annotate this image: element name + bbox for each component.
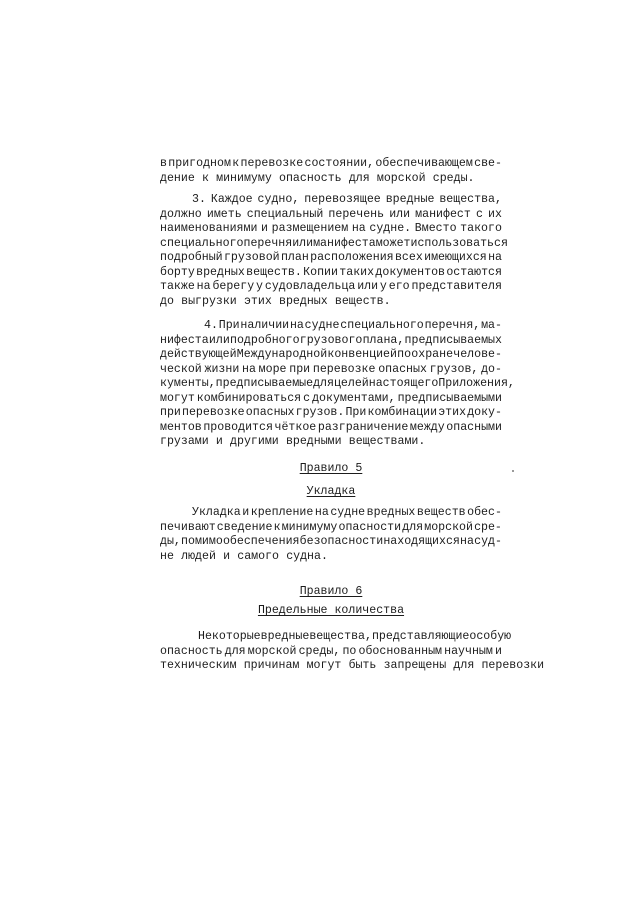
- rule-6-title: [160, 604, 502, 618]
- rule-6-title-text: Предельные количества: [257, 604, 405, 617]
- scan-speck: [512, 470, 514, 472]
- text-line: ды, помимо обеспечения безопасности находящихся на суд-: [160, 535, 502, 548]
- text-line: борту вредных веществ. Копии таких документов остаются: [160, 265, 502, 279]
- rule-5-title-text: Укладка: [306, 485, 356, 498]
- text-line: кументы, предписываемые для целей настоящего Приложения,: [160, 377, 515, 390]
- rule-6-number: [160, 585, 502, 599]
- text-line: 4. При наличии на судне специального перечня, ма-: [204, 319, 502, 332]
- text-line: дение к минимуму опасность для морской среды.: [160, 171, 475, 185]
- rule-5-title: [160, 485, 502, 499]
- text-line: Некоторые вредные вещества, представляющие особую: [198, 630, 512, 643]
- text-line: специального перечня или манифеста может использоваться: [160, 236, 508, 250]
- text-line: подробный грузовой план расположения всех имеющихся на: [160, 251, 502, 264]
- text-line: ческой жизни на море при перевозке опасных грузов, до-: [160, 362, 502, 376]
- text-line: также на берегу у судовладельца или у его представителя: [160, 280, 502, 293]
- text-line: печивают сведение к минимуму опасности для морской сре-: [160, 520, 502, 534]
- text-line: нифеста или подробного грузового плана, предписываемых: [160, 333, 502, 347]
- text-line: грузами и другими вредными веществами.: [160, 435, 426, 448]
- text-line: опасность для морской среды, по обоснованным научным и: [160, 644, 502, 658]
- text-line: наименованиями и размещением на судне. Вместо такого: [160, 222, 502, 235]
- text-line: в пригодном к перевозке состоянии, обеспечивающем све-: [160, 157, 502, 170]
- text-line: не людей и самого судна.: [160, 549, 328, 563]
- text-line: действующей Международной конвенцией по охране челове-: [160, 348, 502, 361]
- rule-6-number-text: Правило 6: [299, 585, 363, 598]
- text-line: 3. Каждое судно, перевозящее вредные вещества,: [192, 193, 502, 206]
- text-line: Укладка и крепление на судне вредных веществ обес-: [192, 506, 502, 519]
- text-line: должно иметь специальный перечень или манифест с их: [160, 207, 502, 221]
- rule-5-number: [160, 462, 502, 476]
- text-line: до выгрузки этих вредных веществ.: [160, 294, 391, 308]
- text-line: техническим причинам могут быть запрещены для перевозки: [160, 659, 545, 672]
- rule-5-number-text: Правило 5: [299, 462, 363, 475]
- text-line: ментов проводится чёткое разграничение между опасными: [160, 420, 502, 434]
- text-line: могут комбинироваться с документами, предписываемыми: [160, 391, 502, 405]
- text-line: при перевозке опасных грузов. При комбинации этих доку-: [160, 406, 502, 419]
